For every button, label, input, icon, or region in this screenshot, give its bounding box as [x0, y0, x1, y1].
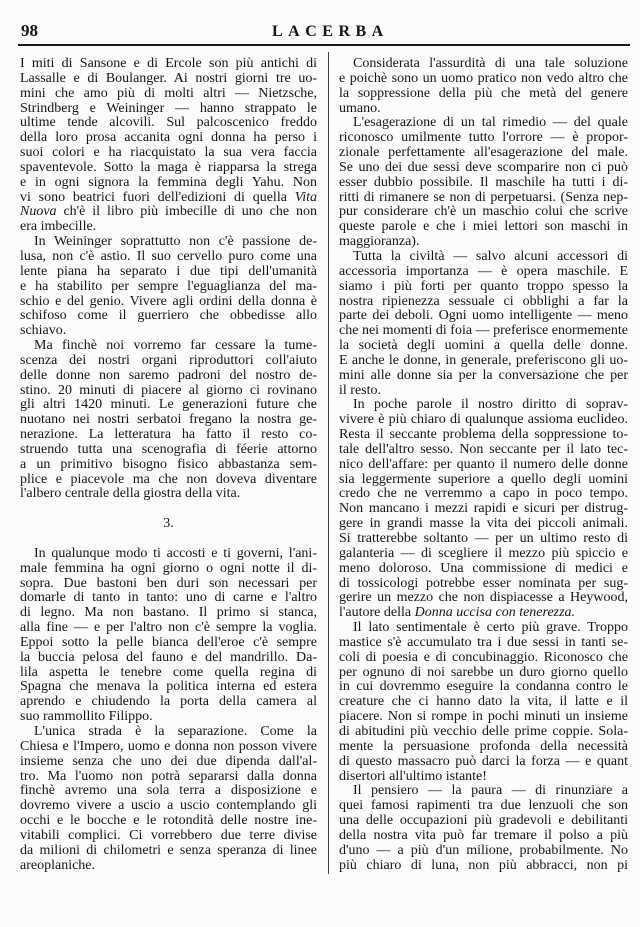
- text-line: disertori all'ultimo istante!: [339, 769, 487, 784]
- text-line: Ma finchè noi vorremo far cessare la tume-: [34, 339, 317, 354]
- text-line: L'esagerazione di un tal rimedio — del quale: [353, 116, 628, 131]
- paragraph: [20, 235, 317, 339]
- text-line: Il lato sentimentale è certo più grave. Troppo: [353, 621, 628, 636]
- text-line: nico dell'affare: per quanto il numero delle donne: [339, 457, 628, 472]
- text-line: schifoso come il guerriero che obbedisse allo: [20, 309, 317, 324]
- text-line: d'uno — a più d'un milione, probabilmente. No: [339, 843, 628, 858]
- text-line: esser dubbio possibile. Il maschile ha tutti i di-: [339, 175, 628, 190]
- text-line: Il pensiero — la paura — di rinunziare a: [353, 784, 628, 799]
- paragraph: [20, 725, 317, 873]
- paragraph: [20, 547, 317, 725]
- text-line: meno doloroso. Una commissione di medici e: [339, 561, 628, 576]
- paragraph: [339, 784, 628, 873]
- text-line: In poche parole il nostro diritto di soprav-: [353, 398, 628, 413]
- left-column: [20, 57, 317, 873]
- text-line: a un primitivo bisogno fisico abbastanza sem-: [20, 457, 317, 472]
- text-line: la buccia pelosa del fauno e del mandrillo. Da-: [20, 650, 317, 665]
- paragraph: [20, 57, 317, 235]
- text-line: areoplaniche.: [20, 858, 96, 873]
- text-line: più chiaro di luna, non più abbracci, non pi: [339, 858, 628, 873]
- text-segment: vi sono beatrici fuori dell'edizioni di quella: [20, 190, 295, 205]
- text-line: che nei momenti di foia — preferisce enormemente: [339, 324, 628, 339]
- text-segment: ch'è il libro più imbecille di uno che non: [56, 205, 317, 220]
- text-line: quei famosi rapimenti tra due lenzuoli che son: [339, 799, 628, 814]
- text-line: nerazione. La letteratura ha fatto il resto co-: [20, 428, 317, 443]
- text-line: coli di poesia e di concubinaggio. Riconosco che: [339, 650, 628, 665]
- text-line: L'unica strada è la separazione. Come la: [34, 724, 317, 739]
- paragraph: [339, 250, 628, 398]
- text-line: siamo i più forti per quanto troppo spesso la: [339, 279, 628, 294]
- text-line: gerire un mezzo che non dispiacesse a Heywood,: [339, 591, 628, 606]
- text-line: finchè avremo una sola terra a disposizione e: [20, 784, 317, 799]
- text-line: creature che ci hanno dato la vita, il latte e il: [339, 695, 628, 710]
- text-line: il resto.: [339, 383, 381, 398]
- text-line: I miti di Sansone e di Ercole son più antichi di: [20, 57, 317, 71]
- text-line: zionale perfettamente all'esagerazione del male.: [339, 146, 628, 161]
- text-line: alla fine — e per l'altro non c'è sempre la voglia.: [20, 621, 317, 636]
- text-line: E anche le donne, in generale, preferiscono gli uo-: [339, 353, 628, 368]
- paragraph: [339, 116, 628, 250]
- text-line: della nostra vita può far tremare il polso a più: [339, 828, 628, 843]
- text-line: mini che amo più di molti altri — Nietzsche,: [20, 86, 317, 101]
- paragraph: [339, 398, 628, 621]
- text-line: vivere è più chiaro di qualunque assioma euclideo.: [339, 413, 628, 428]
- text-line: e ha stabilito per sempre l'eguaglianza del ma-: [20, 279, 317, 294]
- text-line: suoi colori e ha riacquistato la sua vera faccia: [20, 146, 317, 161]
- text-line: parte dei deboli. Ogni uomo intelligente — meno: [339, 309, 628, 324]
- text-line: Lassalle e di Boulanger. Ai nostri giorni tre uo-: [20, 71, 317, 86]
- text-line: Considerata l'assurdità di una tale soluzione: [353, 57, 628, 71]
- text-line: lila aspetta le tenebre come quella regina di: [20, 665, 317, 680]
- text-line: maggioranza).: [339, 235, 420, 250]
- text-line: queste parole e che i miei lettori son maschi in: [339, 220, 628, 235]
- text-line: Strindberg e Weininger — hanno strappato le: [20, 101, 317, 116]
- text-line: In Weininger soprattutto non c'è passione de-: [34, 235, 317, 250]
- text-line: nostra ripienezza sessuale ci obblighi a far la: [339, 294, 628, 309]
- text-line: l'albero centrale della giostra della vita.: [20, 487, 241, 502]
- text-line: domarle di tanto in tanto: uno di carne e l'altro: [20, 591, 317, 606]
- text-line: suo rammollito Filippo.: [20, 710, 153, 725]
- text-line: plice e piacevole ma che non doveva diventare: [20, 472, 317, 487]
- text-line: credo che ne verremmo a capo in poco tempo.: [339, 487, 628, 502]
- text-line: della loro prosa accanita ogni donna ha perso i: [20, 131, 317, 146]
- text-line: tro. Ma l'uomo non potrà separarsi dalla donna: [20, 769, 317, 784]
- text-line: male femmina ha ogni giorno o ogni notte il di-: [20, 561, 317, 576]
- text-line: ritti di rimanere se non di perpetuarsi. (Senza nep-: [339, 190, 628, 205]
- left-column-part-1: [20, 57, 317, 502]
- text-line: di tossicologi potrebbe esser nominata per sug-: [339, 576, 628, 591]
- text-line: la soppressione della più che metà del genere: [339, 86, 628, 101]
- text-line: Tutta la civiltà — salvo alcuni accessori di: [353, 249, 628, 264]
- text-line: [339, 606, 628, 621]
- text-line: Se uno dei due sessi deve scomparire non ci può: [339, 160, 628, 175]
- paragraph: [339, 57, 628, 116]
- text-line: mente la persuasione profonda della necessità: [339, 739, 628, 754]
- text-line: Spagna che menava la politica interna ed estera: [20, 680, 317, 695]
- paragraph: [20, 339, 317, 502]
- text-line: di legno. Ma non bastano. Il primo si stanca,: [20, 606, 317, 621]
- text-line: di questo massacro può darci la forza — e quant: [339, 754, 628, 769]
- text-line: mastice s'è accumulato tra i due sessi in tanti se-: [339, 635, 628, 650]
- text-line: occhi e le bocche e le rotondità delle nostre ine-: [20, 814, 317, 829]
- text-line: da milioni di chilometri e senza speranza di linee: [20, 843, 317, 858]
- text-line: [20, 191, 317, 206]
- italic-title: Nuova: [20, 205, 57, 220]
- text-segment: l'autore della: [339, 606, 415, 621]
- text-line: aprendo e chiudendo la porta della camera al: [20, 695, 317, 710]
- text-line: sia leggermente superiore a quello degli uomini: [339, 472, 628, 487]
- text-line: delle donne non saremo padroni del nostro de-: [20, 368, 317, 383]
- header-rule: [18, 44, 630, 46]
- text-line: in cui dovremmo eseguire la condanna contro le: [339, 680, 628, 695]
- text-line: di abitudini più vecchio delle prime coppie. Sola-: [339, 724, 628, 739]
- text-line: piacere. Non si rompe in pochi minuti un insieme: [339, 710, 628, 725]
- text-line: scenza dei nostri organi riproduttori coll'aiuto: [20, 353, 317, 368]
- text-line: pur considerare ch'è un maschio colui che scrive: [339, 205, 628, 220]
- text-line: era imbecille.: [20, 220, 97, 235]
- text-line: e poichè sono un uomo pratico non vedo altro che: [339, 71, 628, 86]
- italic-title: Donna uccisa con tenerezza.: [414, 606, 576, 621]
- journal-title: LACERBA: [272, 23, 389, 40]
- text-line: una delle occupazioni più gradevoli e debilitanti: [339, 814, 628, 829]
- text-line: e in ogni signora la femmina degli Yahu. Non: [20, 175, 317, 190]
- text-line: Eppoi sotto la pelle bianca dell'eroe c'è sempre: [20, 635, 317, 650]
- text-line: stino. 20 minuti di piacere al giorno ci rovinano: [20, 383, 317, 398]
- column-divider: [328, 52, 329, 874]
- text-line: spaventevole. Sotto la maga è riapparsa la strega: [20, 160, 317, 175]
- text-line: galanteria — di scegliere il mezzo più spiccio e: [339, 546, 628, 561]
- text-line: schiavo.: [20, 324, 67, 339]
- left-column-part-2: [20, 547, 317, 874]
- text-line: nuotano nei nostri serbatoi fregano la nostra ge-: [20, 413, 317, 428]
- text-line: accessoria importanza — è opera maschile. E: [339, 264, 628, 279]
- text-line: la società degli uomini a quella delle donne.: [339, 339, 628, 354]
- text-line: dovremo vivere a uscio a uscio contemplando gli: [20, 799, 317, 814]
- text-line: Si tratterebbe soltanto — per un ultimo resto di: [339, 532, 628, 546]
- page-number: 98: [21, 21, 38, 40]
- text-line: mini alle donne sia per la conversazione che per: [339, 368, 628, 383]
- text-line: gli altri 1420 minuti. Le generazioni future che: [20, 398, 317, 413]
- text-line: umano.: [339, 101, 381, 116]
- text-line: lusa, non c'è astio. Il suo cervello puro come una: [20, 249, 317, 264]
- text-line: gere in grandi masse la vita dei piccoli animali.: [339, 517, 628, 532]
- paragraph: [339, 621, 628, 784]
- text-line: riconosco umilmente tutto l'orrore — è propor-: [339, 131, 628, 146]
- text-line: sopra. Due bastoni ben duri son necessari per: [20, 576, 317, 591]
- italic-title: Vita: [294, 190, 317, 205]
- text-line: lente piana ha separato i due tipi dell'umanità: [20, 264, 317, 279]
- text-line: insieme senza che uno dei due dipenda dall'al-: [20, 754, 317, 769]
- text-line: Non mancano i mezzi rapidi e sicuri per distrug-: [339, 502, 628, 517]
- text-line: per ognuno di noi sarebbe un duro giorno quello: [339, 665, 628, 680]
- text-line: tale dell'altro sesso. Non seccante per il lato tec-: [339, 442, 628, 457]
- text-line: schio e del genio. Vivere agli ordini della donna è: [20, 294, 317, 309]
- text-line: In qualunque modo ti accosti e ti governi, l'ani-: [34, 546, 317, 561]
- right-column: [339, 57, 628, 873]
- text-line: vitabili complici. Ci vorrebbero due terre divise: [20, 828, 317, 843]
- section-heading: 3.: [163, 516, 174, 532]
- text-line: ultime tende alcovili. Sul palcoscenico freddo: [20, 116, 317, 131]
- text-line: [20, 205, 317, 220]
- text-line: Resta il seccante problema della soppressione to-: [339, 428, 628, 443]
- text-line: Chiesa e l'Impero, uomo e donna non posson vivere: [20, 739, 317, 754]
- text-line: struendo tutta una scenografia di féerie attorno: [20, 442, 317, 457]
